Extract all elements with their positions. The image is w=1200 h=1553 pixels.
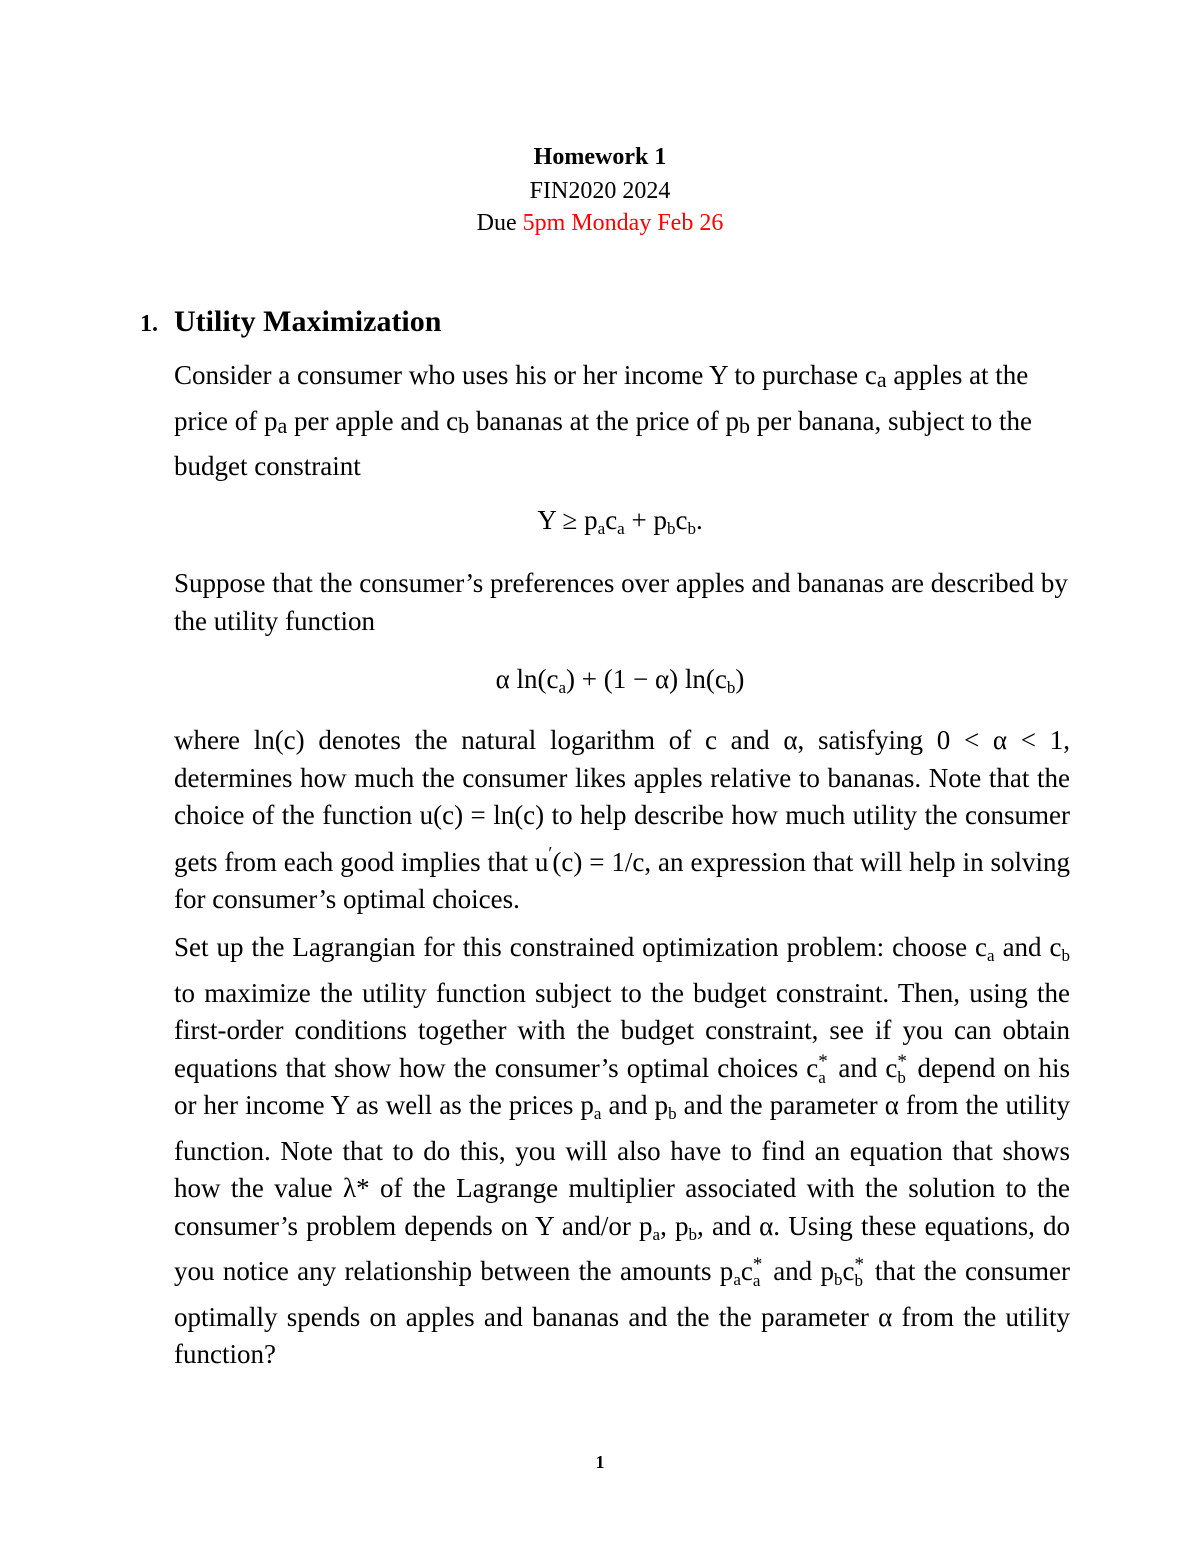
paragraph-log-utility: where ln(c) denotes the natural logarithm of c and α, satisfying 0 < α < 1, determines how much the consumer likes apples relative to bananas. Note that the choice of the function u(c) = ln(c) to help describe how much utility the consumer gets from each good implies that u′(c) = 1/c, an expression that will help in solving for consumer’s optimal choices. [174, 725, 1070, 914]
section-title: Utility Maximization [174, 305, 442, 338]
paragraph-preferences: Suppose that the consumer’s preferences over apples and bananas are described by the utility function [174, 568, 1068, 636]
homework-title: Homework 1 [533, 144, 667, 170]
paragraph-intro: Consider a consumer who uses his or her income Y to purchase ca apples at the price of pa per apple and cb bananas at the price of pb per banana, subject to the budget constraint [174, 360, 1032, 481]
paragraph-lagrangian-task: Set up the Lagrangian for this constrained optimization problem: choose $c_a$ and $c_b$ to maximize the utility function subject to the budget constraint. Then, using the first-order conditions together with the budget constraint, see if you can obtain equations that show how the consumer’s optimal choices c * a and c * b depend on his or her income Y as well as the prices $p_a$ and $p_b$ and the parameter α from the utility function. Note that to do this, you will also have to find an equation that shows how the value λ* of the Lagrange multiplier associated with the solution to the consumer’s problem depends on Y and/or $p_a$, $p_b$, and α. Using these equations, do you notice any relationship between the amounts $p_ac$ * a and $p_bc$ * b that the consumer optimally spends on apples and bananas and the the parameter α from the utility function? [174, 932, 1071, 1369]
section-heading [140, 302, 441, 344]
page-number: 1 [595, 1452, 605, 1472]
due-time: 5pm Monday Feb 26 [522, 210, 724, 236]
due-date-line [0, 206, 1200, 240]
section-number: 1. [140, 311, 158, 337]
budget-constraint-equation: $Y \ge p_ac_a + p_bc_b$. [537, 505, 703, 538]
due-label: Due [476, 210, 517, 236]
utility-function-equation: α $\ln(c_a) + (1 - \alpha)$ $\ln(c_b)$ [495, 664, 745, 697]
course-code: FIN2020 2024 [529, 178, 671, 204]
